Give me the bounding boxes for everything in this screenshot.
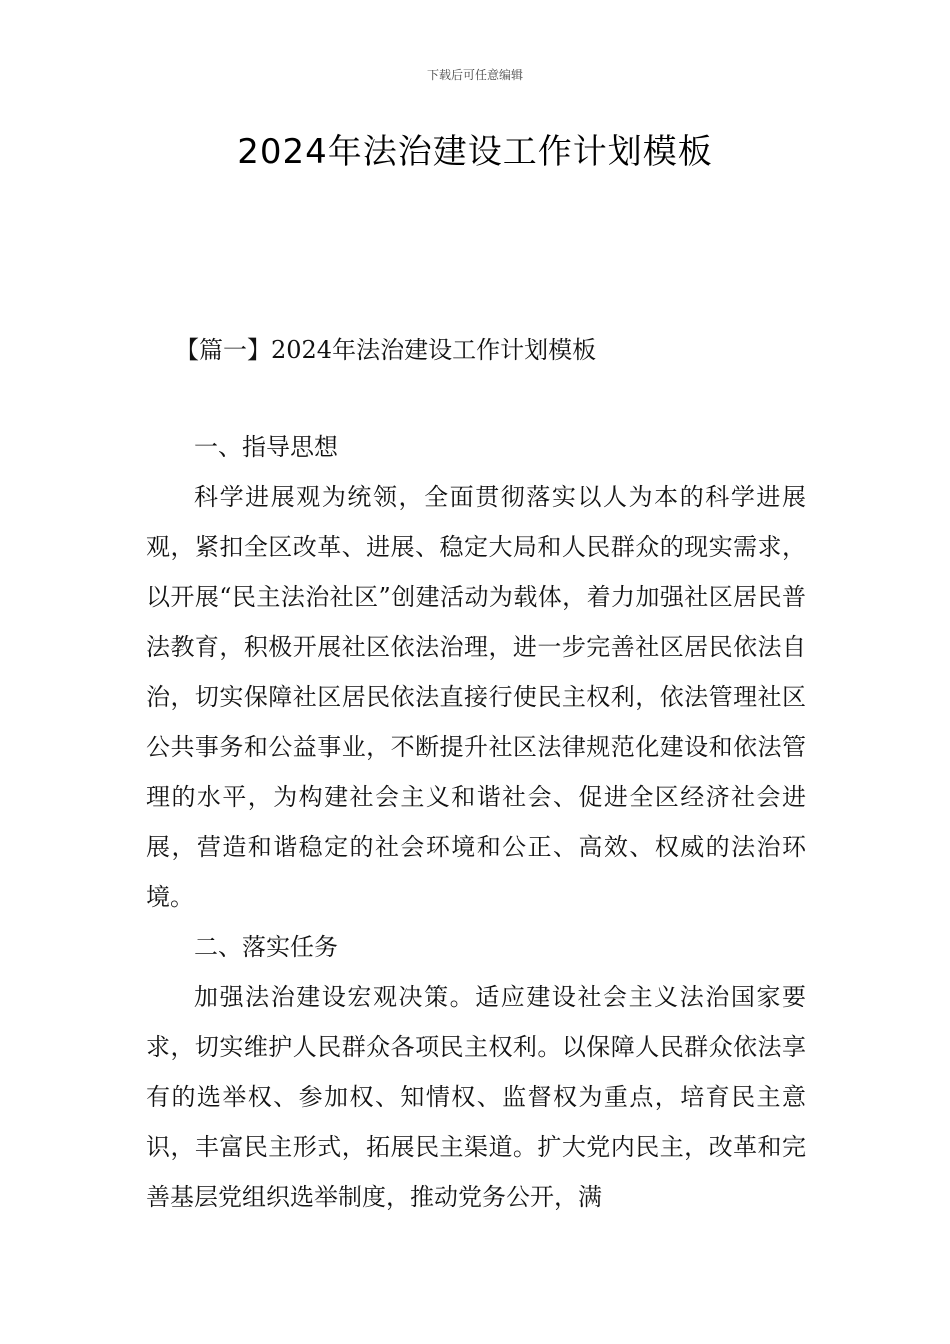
paragraph-tasks: 加强法治建设宏观决策。适应建设社会主义法治国家要求，切实维护人民群众各项民主权利。以保障人民群众依法享有的选举权、参加权、知情权、监督权为重点，培育民主意识，丰富民主形式，拓展民主渠道。扩大党内民主，改革和完善基层党组织选举制度，推动党务公开，满 [146, 983, 806, 1211]
paragraph-guiding-thought: 科学进展观为统领，全面贯彻落实以人为本的科学进展观，紧扣全区改革、进展、稳定大局和人民群众的现实需求，以开展“民主法治社区”创建活动为载体，着力加强社区居民普法教育，积极开展社区依法治理，进一步完善社区居民依法自治，切实保障社区居民依法直接行使民主权利，依法管理社区公共事务和公益事业，不断提升社区法律规范化建设和依法管理的水平，为构建社会主义和谐社会、促进全区经济社会进展，营造和谐稳定的社会环境和公正、高效、权威的法治环境。 [146, 483, 806, 911]
document-title: 2024年法治建设工作计划模板 [237, 132, 713, 172]
heading-guiding-thought: 一、指导思想 [194, 433, 338, 461]
document-body [146, 422, 806, 1222]
section-heading: 【篇一】2024年法治建设工作计划模板 [175, 336, 597, 364]
heading-tasks: 二、落实任务 [194, 933, 338, 961]
header-note: 下载后可任意编辑 [426, 68, 523, 82]
